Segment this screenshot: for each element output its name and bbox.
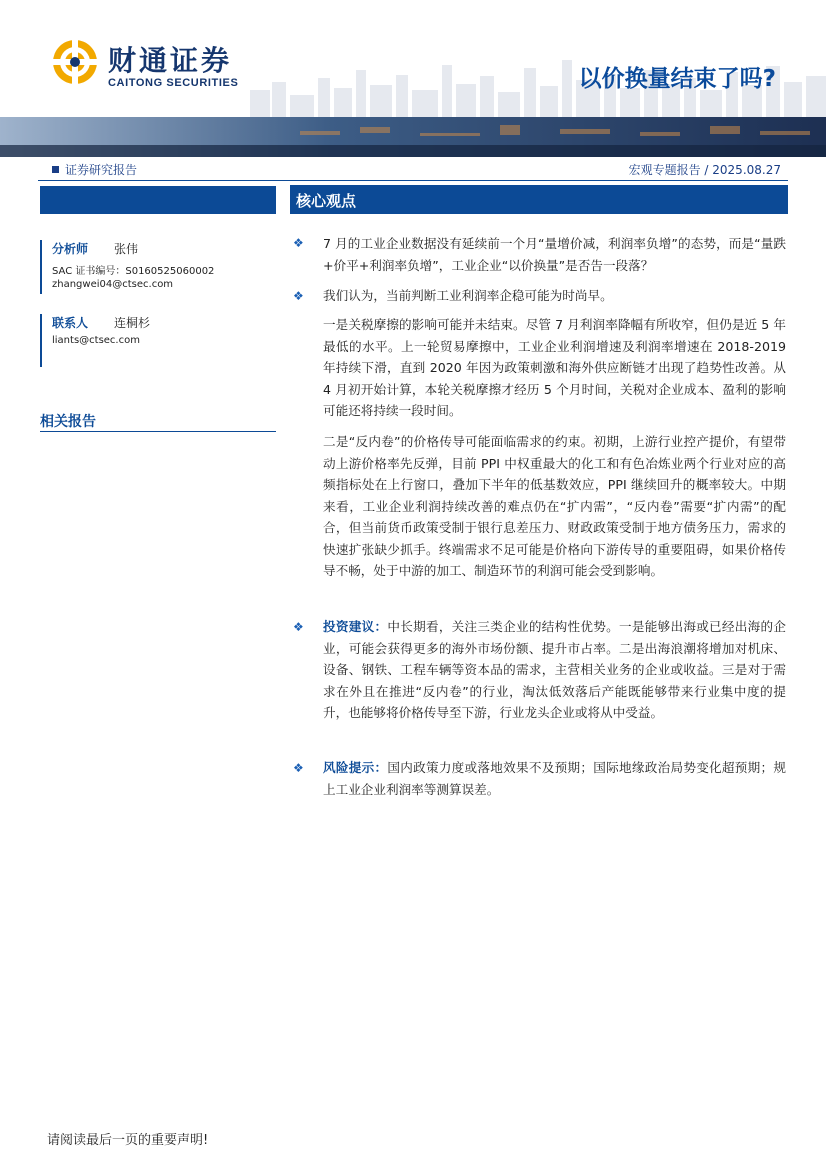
company-logo [50, 37, 250, 93]
paragraph-investment [323, 616, 786, 724]
square-bullet-icon [52, 166, 59, 173]
logo-english-name: CAITONG SECURITIES [108, 77, 239, 89]
paragraph-intro: 7 月的工业企业数据没有延续前一个月“量增价减，利润率负增”的态势，而是“量跌+价平+利润率负增”，工业企业“以价换量”是否告一段落？ [323, 236, 786, 273]
related-reports-title: 相关报告 [40, 414, 96, 430]
contact-name: 连桐杉 [114, 316, 151, 330]
disclaimer-footer: 请阅读最后一页的重要声明! [47, 1133, 209, 1148]
analyst-name: 张伟 [114, 242, 139, 256]
analyst-sac-number: SAC 证书编号：S0160525060002 [52, 266, 215, 277]
paragraph-risk [323, 757, 786, 800]
diamond-bullet-icon: ❖ [293, 236, 304, 250]
report-category [52, 161, 137, 178]
paragraph-tariff: 一是关税摩擦的影响可能并未结束。尽管 7 月利润率降幅有所收窄，但仍是近 5 年最低的水平。上一轮贸易摩擦中，工业企业利润增速及利润率增速在 2018-2019 年持续下滑，直到 2020 年因为政策刺激和海外供应断链才出现了趋势性改善。从 4 月初开始计算，本轮关税摩擦才经历 5 个月时间，关税对企业成本、盈利的影响可能还将持续一段时间。 [323, 317, 786, 418]
analyst-divider [40, 240, 42, 294]
contact-divider [40, 314, 42, 367]
risk-label: 风险提示： [323, 760, 388, 775]
core-views-header [290, 185, 788, 214]
sidebar-header-bar [40, 186, 276, 214]
paragraph-anti-involution: 二是“反内卷”的价格传导可能面临需求的约束。初期，上游行业控产提价，有望带动上游价格率先反弹，目前 PPI 中权重最大的化工和有色冶炼业两个行业对应的高频指标处在上行窗口，叠加下半年的低基数效应，PPI 继续回升的概率较大。中期来看，工业企业利润持续改善的难点仍在“扩内需”，“反内卷”需要“扩内需”的配合，但当前货币政策受制于银行息差压力、财政政策受制于地方债务压力，需求的快速扩张缺少抓手。终端需求不足可能是价格向下游传导的重要阻碍，如果价格传导不畅，处于中游的加工、制造环节的利润可能会受到影响。 [323, 434, 786, 578]
analyst-block [40, 240, 276, 294]
investment-text: 中长期看，关注三类企业的结构性优势。一是能够出海或已经出海的企业，可能会获得更多的海外市场份额、提升市占率。二是出海浪潮将增加对机床、设备、钢铁、工程车辆等资本品的需求，主营相关业务的企业或收益。三是对于需求在外且在推进“反内卷”的行业，淘汰低效落后产能既能够带来行业集中度的提升，也能够将价格传导至下游，行业龙头企业或将从中受益。 [323, 619, 787, 720]
header-banner-image [0, 117, 826, 157]
report-type-date: 宏观专题报告 / 2025.08.27 [628, 163, 781, 177]
diamond-bullet-icon: ❖ [293, 620, 304, 634]
caitong-logo-icon [50, 37, 100, 87]
analyst-role: 分析师 [52, 242, 89, 256]
report-title: 以价换量结束了吗? [578, 66, 776, 92]
contact-email[interactable]: liants@ctsec.com [52, 335, 140, 346]
logo-chinese-name: 财通证券 [108, 44, 233, 77]
related-reports-heading [40, 411, 276, 432]
core-views-title: 核心观点 [296, 192, 357, 210]
paragraph-view: 我们认为，当前判断工业利润率企稳可能为时尚早。 [323, 288, 613, 303]
investment-label: 投资建议： [323, 619, 388, 634]
analyst-email[interactable]: zhangwei04@ctsec.com [52, 279, 174, 290]
diamond-bullet-icon: ❖ [293, 289, 304, 303]
diamond-bullet-icon: ❖ [293, 761, 304, 775]
header-divider [38, 180, 788, 181]
contact-block [40, 314, 276, 367]
contact-role: 联系人 [52, 316, 89, 330]
report-category-label: 证券研究报告 [65, 163, 138, 177]
risk-text: 国内政策力度或落地效果不及预期；国际地缘政治局势变化超预期；规上工业企业利润率等测算误差。 [323, 760, 787, 797]
